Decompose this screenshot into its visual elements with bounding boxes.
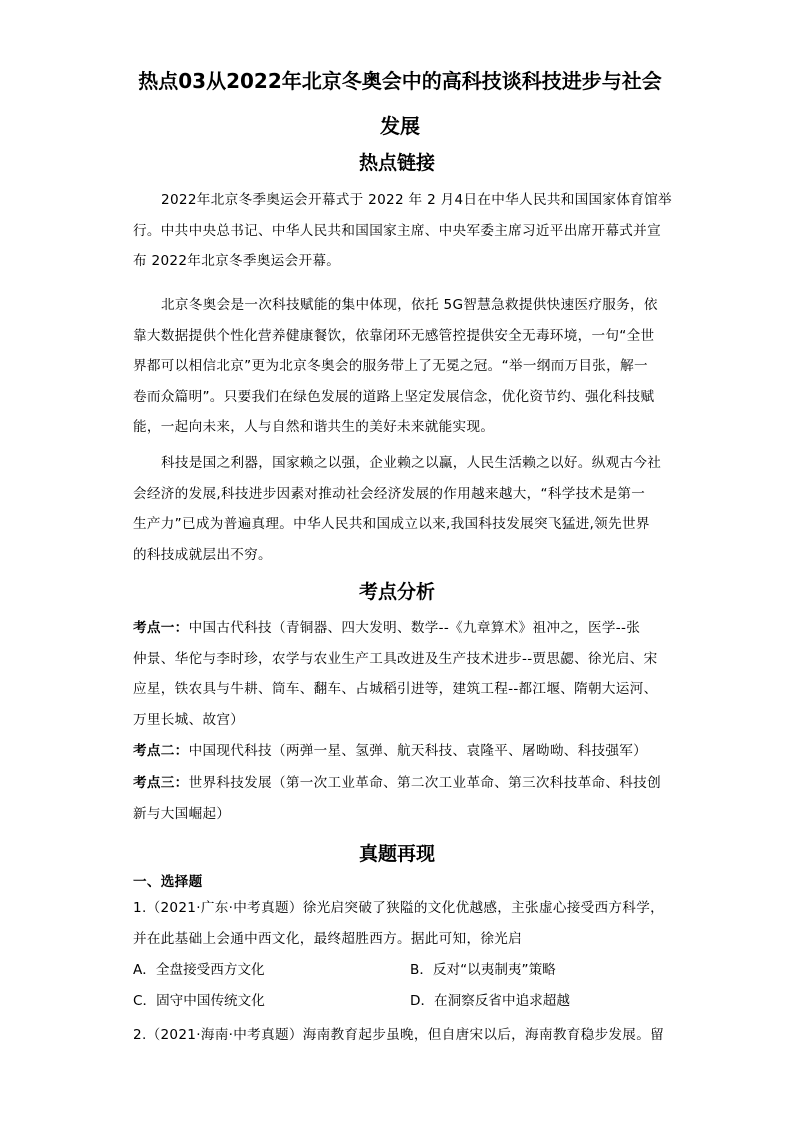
- key-point-one: [133, 613, 665, 735]
- question-text: 并在此基础上会通中西文化，最终超胜西方。据此可知，徐光启: [133, 930, 523, 947]
- paragraph-line: 会经济的发展,科技进步因素对推动社会经济发展的作用越来越大，“科学技术是第一: [133, 485, 646, 502]
- key-point-text: 万里长城、故宫）: [133, 711, 245, 728]
- question-2: [133, 1020, 665, 1051]
- question-text: 2.（2021·海南·中考真题）海南教育起步虽晚，但自唐宋以后，海南教育稳步发展。留: [133, 1027, 664, 1043]
- paragraph-line: 界都可以相信北京”更为北京冬奥会的服务带上了无冕之冠。“举一纲而万目张，解一: [133, 358, 648, 374]
- option-a: A．全盘接受西方文化: [133, 962, 265, 978]
- key-point-label: 考点三：: [133, 775, 189, 791]
- key-point-label: 考点二：: [133, 743, 189, 759]
- paragraph-opening-ceremony: [133, 185, 672, 277]
- section-heading-hotlink: 热点链接: [358, 152, 435, 174]
- key-point-two: [133, 736, 665, 767]
- document-title-line-2: 发展: [380, 114, 420, 138]
- section-heading-analysis: 考点分析: [358, 581, 435, 603]
- paragraph-line: 行。中共中央总书记、中华人民共和国国家主席、中央军委主席习近平出席开幕式并宣: [133, 222, 661, 239]
- part-heading-choice: 一、选择题: [133, 874, 203, 890]
- paragraph-line: 靠大数据提供个性化营养健康餐饮，依靠闭环无感管控提供安全无毒环境，一句“全世: [133, 327, 655, 344]
- key-point-text: 应星，铁农具与牛耕、筒车、翻车、占城稻引进等，建筑工程--都江堰、隋朝大运河、: [133, 681, 658, 697]
- question-1: [133, 893, 665, 954]
- paragraph-tech-progress: [133, 448, 665, 570]
- paragraph-line: 2022年北京冬季奥运会开幕式于 2022 年 2 月4日在中华人民共和国国家体育馆举: [161, 192, 672, 208]
- paragraph-line: 科技是国之利器，国家赖之以强，企业赖之以赢，人民生活赖之以好。纵观古今社: [161, 455, 662, 471]
- document-title-line-1: 热点03从2022年北京冬奥会中的高科技谈科技进步与社会: [138, 69, 662, 93]
- question-text: 1.（2021·广东·中考真题）徐光启突破了狭隘的文化优越感，主张虚心接受西方科学，: [133, 900, 664, 916]
- key-point-text: 新与大国崛起）: [133, 805, 231, 822]
- key-point-label: 考点一：: [133, 620, 189, 636]
- paragraph-tech-empowerment: [133, 290, 665, 443]
- key-point-text: 中国古代科技（青铜器、四大发明、数学--《九章算术》祖冲之，医学--张: [188, 620, 641, 636]
- key-point-text: 中国现代科技（两弹一星、氢弹、航天科技、袁隆平、屠呦呦、科技强军）: [188, 743, 648, 759]
- paragraph-line: 布 2022年北京冬季奥运会开幕。: [133, 253, 341, 269]
- paragraph-line: 能，一起向未来，人与自然和谐共生的美好未来就能实现。: [133, 419, 495, 435]
- paragraph-line: 北京冬奥会是一次科技赋能的集中体现，依托 5G智慧急救提供快速医疗服务，依: [161, 297, 658, 313]
- key-point-three: [133, 768, 665, 829]
- option-d: D．在洞察反省中追求超越: [410, 993, 570, 1009]
- option-b: B．反对“以夷制夷”策略: [410, 962, 556, 978]
- section-heading-real-questions: 真题再现: [358, 843, 435, 865]
- key-point-text: 仲景、华佗与李时珍，农学与农业生产工具改进及生产技术进步--贾思勰、徐光启、宋: [133, 650, 658, 667]
- paragraph-line: 卷而众篇明”。只要我们在绿色发展的道路上坚定发展信念，优化资节约、强化科技赋: [133, 388, 655, 405]
- key-point-text: 世界科技发展（第一次工业革命、第二次工业革命、第三次科技革命、科技创: [188, 775, 661, 791]
- paragraph-line: 的科技成就层出不穷。: [133, 546, 272, 563]
- option-c: C．固守中国传统文化: [133, 993, 265, 1009]
- paragraph-line: 生产力”已成为普遍真理。中华人民共和国成立以来,我国科技发展突飞猛进,领先世界: [133, 516, 650, 532]
